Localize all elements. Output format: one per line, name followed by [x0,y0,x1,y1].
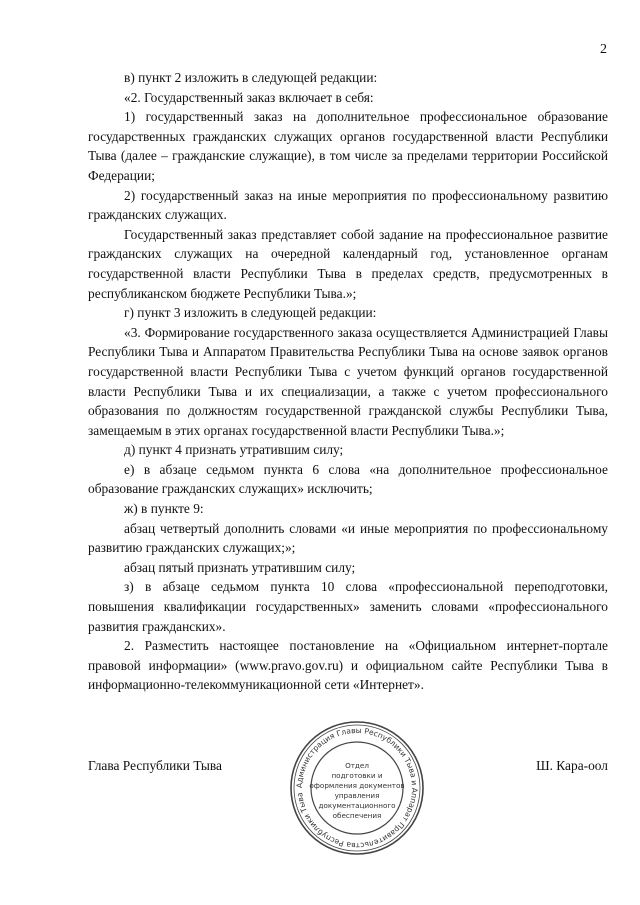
official-stamp [287,718,427,858]
paragraph: абзац пятый признать утратившим силу; [124,559,356,575]
signature-role: Глава Республики Тыва [88,758,222,773]
paragraph: г) пункт 3 изложить в следующей редакции: [124,305,377,321]
paragraph: Государственный заказ представляет собой задание на профессиональное развитие гражданских служащих на очередной календарный год, установленное органам государственной власти Республики Тыва в пределах средств, предусмотренных в республиканском бюджете Республики Тыва.»; [88,226,608,301]
signature-name: Ш. Кара-оол [536,758,608,773]
page-number: 2 [600,42,607,57]
paragraph: 2) государственный заказ на иные мероприятия по профессиональному развитию гражданских служащих. [88,187,608,223]
paragraph: в) пункт 2 изложить в следующей редакции: [124,70,378,85]
paragraph: 1) государственный заказ на дополнительное профессиональное образование государственных гражданских служащих органов государственной власти Республики Тыва (далее – гражданские служащие), в том числе за пределами территории Российской Федерации; [88,109,608,183]
stamp-center-line: документационного [318,801,396,810]
stamp-center-line: управления [334,791,380,800]
paragraph: «2. Государственный заказ включает в себя: [124,89,374,105]
paragraph: д) пункт 4 признать утратившим силу; [124,442,344,458]
stamp-ring-text: Администрация Главы Республики Тыва и Аппарат Правительства Республики Тыва [294,725,420,851]
stamp-center-line: обеспечения [332,811,382,820]
stamp-center-line: оформления документов [309,781,405,790]
document-body [88,68,608,695]
paragraph: ж) в пункте 9: [124,501,204,517]
paragraph: 2. Разместить настоящее постановление на «Официальном интернет-портале правовой информации» (www.pravo.gov.ru) и официальном сайте Республики Тыва в информационно-телекоммуникационной сети «Интернет». [88,638,608,693]
paragraph: з) в абзаце седьмом пункта 10 слова «профессиональной переподготовки, повышения квалификации государственных» заменить словами «профессионального развития гражданских». [88,579,608,634]
stamp-center-line: Отдел [345,761,369,770]
paragraph: «3. Формирование государственного заказа осуществляется Администрацией Главы Республики Тыва и Аппаратом Правительства Республики Тыва на основе заявок органов государственной власти Республики Тыва с учетом функций органов государственной власти Республики Тыва и их специализации, а также с учетом профессионального образования по должностям государственной гражданской службы Республики Тыва, замещаемым в этих органах государственной власти Республики Тыва.»; [88,324,608,438]
paragraph: абзац четвертый дополнить словами «и иные мероприятия по профессиональному развитию гражданских служащих;»; [88,520,608,556]
paragraph: е) в абзаце седьмом пункта 6 слова «на дополнительное профессиональное образование гражданских служащих» исключить; [88,461,608,497]
stamp-center-line: подготовки и [331,771,383,780]
